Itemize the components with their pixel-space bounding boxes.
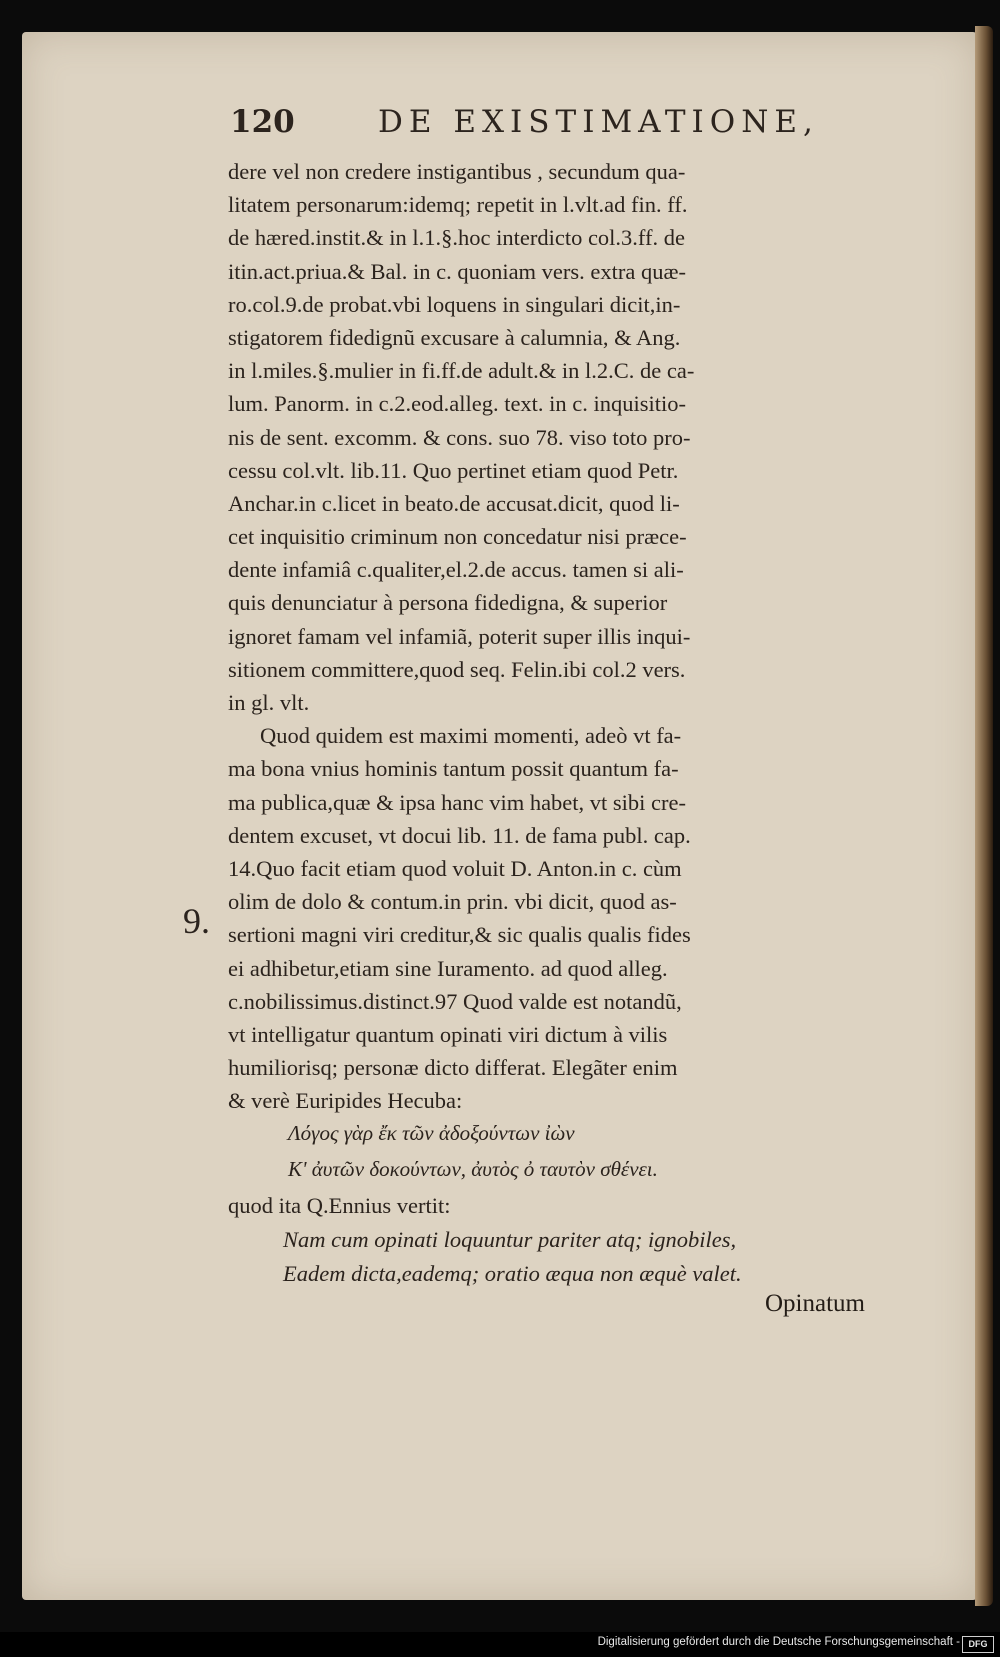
page-header <box>230 104 870 144</box>
transition-line: quod ita Q.Ennius vertit: <box>228 1193 451 1219</box>
text-line: dere vel non credere instigantibus , secundum qua- <box>228 159 686 184</box>
text-line: cessu col.vlt. lib.11. Quo pertinet etiam quod Petr. <box>228 457 679 483</box>
page-number: 120 <box>230 104 295 140</box>
paragraph-line: ei adhibetur,etiam sine Iuramento. ad quod alleg. <box>228 955 668 981</box>
digitization-footer <box>0 1632 1000 1657</box>
latin-verse-line: Eadem dicta,eademq; oratio æqua non æquè valet. <box>283 1260 742 1286</box>
paragraph-line: 14.Quo facit etiam quod voluit D. Anton.in c. cùm <box>228 855 682 881</box>
page-edge <box>975 26 993 1606</box>
text-line: Anchar.in c.licet in beato.de accusat.dicit, quod li- <box>228 490 680 516</box>
text-line: ignoret famam vel infamiã, poterit super illis inqui- <box>228 623 691 649</box>
paragraph-line: sertioni magni viri creditur,& sic qualis qualis fides <box>228 922 691 948</box>
text-line: nis de sent. excomm. & cons. suo 78. viso toto pro- <box>228 424 691 450</box>
text-line: lum. Panorm. in c.2.eod.alleg. text. in c. inquisitio- <box>228 391 687 417</box>
text-line: dente infamiâ c.qualiter,el.2.de accus. tamen si ali- <box>228 557 684 583</box>
text-line: ro.col.9.de probat.vbi loquens in singulari dicit,in- <box>228 291 681 317</box>
text-line: quis denunciatur à persona fidedigna, & superior <box>228 590 668 616</box>
paragraph-line: Quod quidem est maximi momenti, adeò vt fa- <box>260 723 682 749</box>
paragraph-line: c.nobilissimus.distinct.97 Quod valde est notandũ, <box>228 988 682 1014</box>
text-line: stigatorem fidedignũ excusare à calumnia, & Ang. <box>228 324 681 350</box>
paragraph-line: olim de dolo & contum.in prin. vbi dicit, quod as- <box>228 889 677 915</box>
running-title: DE EXISTIMATIONE, <box>378 104 819 140</box>
paragraph-line: dentem excuset, vt docui lib. 11. de fama publ. cap. <box>228 822 691 848</box>
latin-verse-line: Nam cum opinati loquuntur pariter atq; ignobiles, <box>283 1226 737 1252</box>
text-line: litatem personarum:idemq; repetit in l.vlt.ad fin. ff. <box>228 192 688 218</box>
margin-note: 9. <box>183 901 210 941</box>
paragraph-line: vt intelligatur quantum opinati viri dictum à vilis <box>228 1021 668 1047</box>
main-text <box>228 155 908 1291</box>
text-line: in gl. vlt. <box>228 690 310 715</box>
paragraph-line: ma publica,quæ & ipsa hanc vim habet, vt sibi cre- <box>228 789 687 815</box>
text-line: sitionem committere,quod seq. Felin.ibi col.2 vers. <box>228 656 686 682</box>
text-line: cet inquisitio criminum non concedatur nisi præce- <box>228 524 687 550</box>
catchword: Opinatum <box>765 1290 865 1317</box>
footer-credit: Digitalisierung gefördert durch die Deutsche Forschungsgemeinschaft - <box>597 1636 960 1648</box>
greek-quote-line: Κ' ἀυτῶν δοκούντων, ἀυτὸς ὀ ταυτὸν σθένει. <box>288 1157 658 1182</box>
paragraph-line: ma bona vnius hominis tantum possit quantum fa- <box>228 756 679 782</box>
text-line: itin.act.priua.& Bal. in c. quoniam vers. extra quæ- <box>228 258 687 284</box>
greek-quote-line: Λόγος γὰρ ἔκ τῶν ἀδοξούντων ἰὼν <box>288 1121 575 1146</box>
text-line: de hæred.instit.& in l.1.§.hoc interdicto col.3.ff. de <box>228 225 685 251</box>
paragraph-line: humiliorisq; personæ dicto differat. Elegãter enim <box>228 1055 678 1081</box>
paragraph-line: & verè Euripides Hecuba: <box>228 1088 463 1114</box>
text-line: in l.miles.§.mulier in fi.ff.de adult.& in l.2.C. de ca- <box>228 358 695 384</box>
dfg-logo-icon: DFG <box>962 1636 994 1653</box>
